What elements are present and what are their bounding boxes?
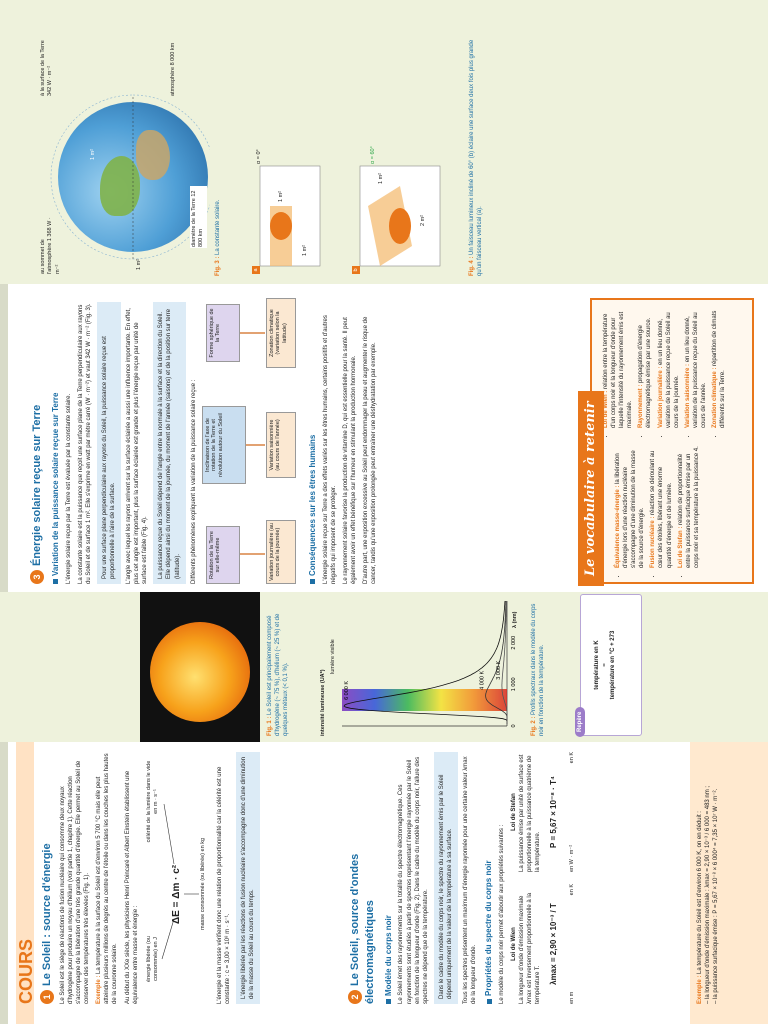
node-forme: Forme sphérique de la Terre [206, 304, 240, 362]
x-tick-label: 1 000 [511, 677, 517, 692]
section-title: Le Soleil : source d'énergie [41, 843, 53, 986]
paragraph: L'énergie solaire reçue par la Terre est évaluée par la constante solaire. [65, 393, 72, 584]
sun-disc [150, 622, 250, 722]
paragraph: L'énergie solaire reçue sur Terre a des effets variés sur les êtres humains, certains positifs et d'autres négatifs qui imposent de se protéger. [322, 315, 337, 584]
m2-c: 1 m² [378, 173, 384, 184]
section-1 [40, 752, 264, 1004]
section-3 [30, 302, 382, 584]
angle-figure [250, 36, 460, 276]
fig-label: Fig. 1 : [267, 716, 273, 736]
highlight-box: L'énergie libérée par les réactions de fusion nucléaire s'accompagne donc d'une diminution de la masse du Soleil au cours du temps. [236, 752, 260, 1004]
subsection-title: Modèle du corps noir [384, 752, 395, 1004]
vocab-def: répartition de climats différents sur la Terre. [712, 310, 727, 428]
wien-text: La longueur d'onde d'émission maximale λmax est inversement proportionnelle à la température T. [519, 892, 542, 1004]
earth-lines [40, 36, 210, 276]
fig-text: Le Soleil est principalement composé d'hydrogène (~ 75 %), d'hélium (~ 25 %) et de quelques métaux (< 0,1 %). [267, 613, 290, 736]
node-inclinaison: Inclinaison de l'axe de rotation de la Terre et révolution autour du Soleil [202, 406, 246, 484]
vocab-term: Loi de Wien : [603, 390, 609, 428]
series-label: 4 000 K [479, 670, 486, 690]
vocab-item [684, 306, 708, 428]
highlight-box: Pour une surface plane perpendiculaire aux rayons du Soleil, la puissance solaire reçue est proportionnelle à l'aire de la surface. [97, 302, 121, 584]
repere-line2: température en °C + 273 [610, 630, 617, 700]
earth-diam-label: diamètre de la Terre 12 800 km [190, 186, 207, 248]
eq-energy-label: énergie libérée (ou consommée) en J [145, 936, 160, 982]
fig-text: Profils spectraux dans le modèle du corps noir en fonction de la température. [531, 603, 546, 736]
section-2 [348, 752, 630, 1004]
m2-a: 1 m² [278, 191, 284, 202]
vocab-item [677, 446, 701, 568]
node-zonation: Zonation climatique (variation selon la latitude) [266, 298, 296, 368]
vocab-def: en un lieu donné, variation de la puissance reçue du Soleil au cours de l'année. [684, 312, 708, 428]
m2-b: 1 m² [302, 245, 308, 256]
example-line: – la longueur d'onde d'émission maximale : λmax = 2,90 × 10⁻³ / 6 000 = 483 nm ; [705, 785, 712, 1004]
example-block [95, 752, 119, 1004]
paragraph: Le rayonnement solaire favorise la production de vitamine D, qui est essentielle pour la santé. Il peut également avoir un effet bénéfique sur l'humeur en stimulant la production hormonale. [342, 317, 357, 584]
paragraph: Le Soleil émet des rayonnements sur la totalité du spectre électromagnétique. Ces rayonnements sont étudiés à partir de spectres représentant l'énergie rayonnée par le Soleil en fonction de la longueur d'onde (Fig. 2). Dans le cadre du modèle du corps noir, l'allure des spectres ne dépend que de la température. [398, 756, 429, 1004]
example-text: La température à la surface du Soleil est d'environ 5 700 °C mais elle peut atteindre plusieurs millions de degrés au centre de l'étoile ou dans les couches les plus hautes de la couronne solaire. [96, 753, 119, 1004]
earth-figure [40, 36, 210, 276]
earth-m2-label-b: 1 m² [90, 149, 96, 160]
wien-title: Loi de Wien [511, 927, 518, 961]
example-line: – la puissance surfacique émise : P = 5,67 × 10⁻⁸ × 6 000⁴ = 7,35 × 10⁷ W · m⁻². [713, 788, 720, 1004]
earth-m2-label: 1 m² [136, 259, 142, 270]
earth-atm-label: atmosphère 8 000 km [170, 42, 176, 96]
vocab-term: Fusion nucléaire : [650, 516, 657, 568]
section-number: 3 [30, 570, 44, 584]
series-label: 3 000 K [495, 660, 502, 680]
section-number: 1 [40, 990, 54, 1004]
vocab-item [614, 446, 646, 568]
paragraph: L'angle avec lequel les rayons arrivent sur la surface éclairée a aussi une influence importante. En effet, plus cet angle est important, plus la surface éclairée est grande et plus l'énergie reçue par unité de surface est faible (Fig. 4). [126, 308, 149, 584]
stefan-title: Loi de Stefan [511, 793, 518, 831]
x-tick-label: 2 000 [511, 635, 517, 650]
chart-ylabel: intensité lumineuse (UA*) [320, 669, 326, 736]
vocab-col-2 [602, 306, 730, 436]
vocab-item [637, 306, 653, 428]
paragraph: Différents phénomènes expliquent la variation de la puissance solaire reçue : [190, 379, 197, 584]
repere-title: Repère [575, 707, 585, 737]
highlight-box: La puissance reçue du Soleil dépend de l'angle entre la normale à la surface et la direction du Soleil. Elle dépend ainsi du moment de la journée, du moment de l'année (saisons) et de la position sur terre (latitude). [153, 302, 185, 584]
vocab-def: en un lieu donné, variation de la puissance reçue du Soleil au cours de la journée. [657, 312, 680, 428]
vocab-item [711, 306, 727, 428]
chart-visible-label: lumière visible [330, 639, 336, 674]
label-a: a [252, 266, 260, 274]
section-title: Le Soleil, source d'ondes électromagnétiques [349, 853, 376, 1004]
eq-arrows [144, 752, 214, 1004]
fig-text: Un faisceau lumineux incliné de 60° (b) éclaire une surface deux fois plus grande qu'un faisceau vertical (a). [469, 39, 484, 276]
fig4-caption [468, 36, 484, 276]
paragraph: Le modèle du corps noir permet d'aboutir aux propriétés suivantes : [499, 824, 506, 1004]
vocab-title: Le vocabulaire à retenir [578, 391, 604, 586]
repere-line1: température en K [594, 640, 600, 690]
node-rotation: Rotation de la Terre sur elle-même [206, 526, 240, 584]
vocab-def: réaction se déroulant au cœur des étoiles, libérant une énorme quantité d'énergie et de lumière. [650, 450, 673, 568]
vocab-term: Variation saisonnière : [684, 363, 691, 428]
vocab-def: la libération d'énergie lors d'une réaction nucléaire s'accompagne d'une diminution de la masse de la source d'énergie. [615, 450, 646, 568]
stefan-unit-t: en K [569, 752, 576, 764]
stefan-unit-p: en W · m⁻² [569, 844, 576, 872]
vocab-def: relation entre la température d'un corps noir et la longueur d'onde pour laquelle l'intensité du rayonnement émis est maximale. [603, 311, 634, 428]
cours-header [0, 742, 34, 1024]
vocab-term: Équivalence masse-énergie : [615, 485, 621, 568]
vocab-col-1 [614, 446, 704, 576]
highlight-box: Dans le cadre du modèle du corps noir, le spectre du rayonnement émis par le Soleil dépend uniquement de la valeur de la température à sa surface. [434, 752, 458, 1004]
earth-surface-label: à la surface de la Terre 342 W · m⁻² [40, 40, 54, 96]
repere-box [577, 594, 642, 736]
fig1-caption-text [266, 598, 290, 736]
vocab-item [657, 306, 681, 428]
vocab-term: Loi de Stefan : [677, 526, 684, 568]
wien-formula: λmax = 2,90 × 10⁻³ / T [548, 903, 558, 985]
stefan-text: La puissance émise par unité de surface est proportionnelle à la puissance quatrième de la température. [519, 754, 542, 872]
series-label: 6 000 K [344, 680, 350, 700]
column-3 [0, 294, 768, 584]
subsection-title: Variation de la puissance solaire reçue sur Terre [51, 302, 62, 584]
paragraph: D'autre part, une exposition excessive au Soleil peut endommager la peau et augmenter le risque de cancer, tandis qu'une exposition prolongée peut entraîner une déshydratation par exemple. [362, 316, 378, 584]
laws-grid [510, 752, 630, 1004]
subsection-title: Conséquences sur les êtres humains [308, 302, 319, 584]
page-title: COURS [16, 938, 36, 1004]
fig-text: La constante solaire. [215, 199, 221, 255]
paragraph: Tous les spectres présentent un maximum d'énergie rayonnée pour une certaine valeur λmax de la longueur d'onde. [463, 756, 478, 1004]
fig-label: Fig. 3 : [215, 256, 221, 276]
earth-top-label: au sommet de l'atmosphère 1 368 W · m⁻² [40, 217, 61, 274]
vocab-def: propagation d'énergie électromagnétique émise par une source. [638, 317, 653, 428]
vocab-def: relation de proportionnalité entre la puissance surfacique émise par un corps noir et sa température à la puissance 4. [677, 446, 700, 568]
wien-law [510, 884, 577, 1004]
example-text: La température du Soleil est d'environ 6 000 K, on en déduit : [697, 811, 703, 974]
paragraph: La constante solaire est la puissance que reçoit une surface plane de la Terre perpendiculaire aux rayons du Soleil et de surface 1 m². Elle s'exprime en watt par mètre carré (W · m⁻²) et vaut 342 W · m⁻² (Fig. 3). [77, 303, 92, 584]
vocab-term: Variation journalière : [657, 366, 664, 428]
node-journaliere: Variation journalière (au cours de la journée) [266, 520, 296, 584]
stefan-formula: P = 5,67 × 10⁻⁸ · T⁴ [548, 776, 558, 848]
flow-arrows [202, 294, 302, 584]
eq-c-label: célérité de la lumière dans le vide en m · s⁻¹ [145, 760, 160, 843]
vocab-item [602, 306, 634, 428]
node-saisonniere: Variation saisonnière (au cours de l'année) [266, 412, 296, 478]
section-title: Énergie solaire reçue sur Terre [31, 404, 43, 566]
spectra-chart [320, 596, 520, 736]
example-label: Exemple : [96, 975, 103, 1004]
eq-formula: ΔE = Δm · c² [170, 864, 182, 924]
vocab-item [649, 446, 673, 568]
m2-d: 2 m² [420, 215, 426, 226]
wien-unit-t: en K [569, 884, 576, 896]
figure-column [0, 592, 768, 742]
example-label: Exemple : [697, 975, 703, 1004]
equation-diagram [144, 752, 214, 1004]
wien-unit-l: en m [569, 991, 576, 1004]
column-1 [0, 742, 768, 1024]
fig-label: Fig. 4 : [469, 256, 475, 276]
example-band [690, 742, 768, 1024]
phenomena-diagram [202, 302, 302, 584]
fig2-caption [530, 596, 546, 736]
paragraph: Le Soleil est le siège de réactions de fusion nucléaire qui consomme deux noyaux d'hydrogène pour produire un noyau d'hélium (voir partie 1, chapitre 1). Cette réaction s'accompagne de la libération d'une très grande quantité d'énergie. Elle permet au Soleil de conserver des températures très élevées (Fig. 1). [59, 760, 91, 1004]
paragraph: L'énergie et la masse vérifient donc une relation de proportionnalité car la célérité est une constante : c = 3,00 × 10⁸ m · s⁻¹. [216, 766, 231, 1004]
fig-label: Fig. 2 : [531, 716, 537, 736]
section-number: 2 [348, 990, 362, 1004]
chart-xlabel: λ (nm) [512, 611, 518, 628]
eq-mass-label: masse consommée (ou libérée) en kg [199, 838, 206, 931]
label-b: b [352, 266, 360, 274]
paragraph: Au début du XXe siècle, les physiciens Henri Poincaré et Albert Einstein établissent une équivalence entre masse et énergie : [124, 770, 139, 1004]
vocab-term: Rayonnement : [638, 384, 645, 428]
subsection-title: Propriétés du spectre du corps noir [484, 752, 495, 1004]
vocab-box [583, 298, 754, 584]
vocab-term: Zonation climatique : [712, 367, 719, 428]
angle-svg [250, 36, 460, 276]
stefan-law [510, 752, 577, 872]
repere-eq: = [602, 663, 609, 667]
x-tick-label: 0 [511, 724, 517, 728]
angle-a0: α = 0° [256, 149, 262, 164]
angle-a60: α = 60° [370, 146, 376, 164]
fig3-caption [214, 36, 222, 276]
column-4 [0, 0, 768, 284]
chart-svg [332, 596, 522, 736]
